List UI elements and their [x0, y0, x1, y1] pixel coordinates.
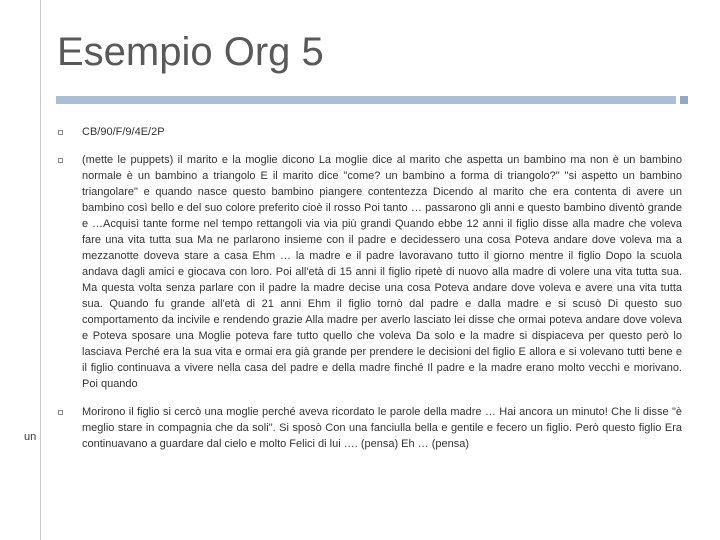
bullet-item	[58, 152, 682, 392]
square-bullet-icon	[58, 124, 82, 140]
bullet-text: CB/90/F/9/4E/2P	[82, 126, 165, 138]
bullet-text: Morirono il figlio si cercò una moglie perché aveva ricordato le parole della madre … Hai ancora un minuto! Che li disse "è meglio stare in compagnia che da soli". Si sposò Con una fanciulla bella e gentile e fecero un figlio. Però questo figlio Era continuavano a guardare dal cielo e molto Felici di lui …. (pensa) Eh … (pensa)	[82, 406, 682, 450]
slide-title: Esempio Org 5	[57, 30, 324, 74]
square-bullet-icon	[58, 152, 82, 392]
square-bullet-icon	[58, 404, 82, 452]
slide-body	[58, 124, 682, 464]
bullet-item	[58, 124, 682, 140]
bullet-text: (mette le puppets) il marito e la moglie dicono La moglie dice al marito che aspetta un bambino ma non è un bambino normale è un bambino a triangolo E il marito dice "come? un bambino a forma di triangolo?" "si aspetto un bambino triangolare" e quando nasce questo bambino piangere contentezza Dicendo al marito che era contenta di avere un bambino così bello e del suo colore preferito cioè il rosso Poi tanto … passarono gli anni e questo bambino diventò grande e …Acquisì tante forme nel tempo rettangoli via via più grandi Quando ebbe 12 anni il figlio disse alla madre che voleva fare una vita tutta sua Ma ne parlarono insieme con il padre e decidessero una cosa Poteva andare dove voleva ma a mezzanotte doveva stare a casa Ehm … la madre e il padre lavoravano tutto il giorno mentre il figlio Dopo la scuola andava dagli amici e giocava con loro. Poi all'età di 15 anni il figlio ripetè di nuovo alla madre di volere una vita tutta sua. Ma questa volta senza parlare con il padre la madre decise una cosa Poteva andare dove voleva e avere una vita tutta sua. Quando fu grande all'età di 21 anni Ehm il figlio tornò dal padre e dalla madre e si scusò Di questo suo comportamento da incivile e rendendo grazie Alla madre per averlo lasciato lei disse che ormai poteva andare dove voleva e Poteva sposare una Moglie poteva fare tutto quello che voleva Da solo e la madre si dispiaceva per questo però lo lasciava Perché era la sua vita e ormai era già grande per prendere le decisioni del figlio E allora e si volevano tutti bene e il figlio continuava a vivere nella casa del padre e della madre finché Il padre e la madre erano molto vecchi e morivano. Poi quando	[82, 154, 682, 390]
side-label: un	[24, 431, 37, 443]
title-accent-end	[680, 96, 688, 104]
title-accent-bar	[56, 96, 676, 104]
bullet-item	[58, 404, 682, 452]
left-border-line	[40, 0, 41, 540]
